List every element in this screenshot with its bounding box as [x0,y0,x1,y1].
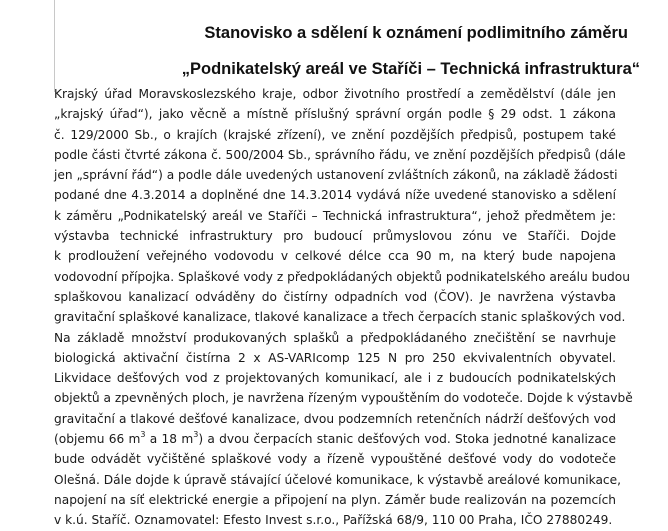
volume-text-c: ) a dvou čerpacích stanic dešťových vod. Stoka jednotné kanalizace [198,432,616,447]
body-line: podané dne 4.3.2014 a doplněné dne 14.3.2014 vydává níže uvedené stanovisko a sdělení [54,188,616,203]
superscript-3: 3 [193,429,199,439]
body-line: „krajský úřad“), jako věcně a místně příslušný správní orgán podle § 29 odst. 1 zákona [54,107,616,122]
body-line: bude odvádět vyčištěné splaškové vody a řízeně vypouštěné dešťové vody do vodoteče [54,452,616,467]
document-title: Stanovisko a sdělení k oznámení podlimitního záměru [204,24,628,42]
document-body [54,84,633,531]
body-line: gravitační a tlakové dešťové kanalizace, dvou podzemních retenčních nádrží dešťových vod [54,411,616,426]
body-line: splaškovou kanalizací odváděny do čistírny odpadních vod (ČOV). Je navržena výstavba [54,289,616,304]
body-line: Olešná. Dále dojde k úpravě stávající účelové komunikace, k výstavbě areálové komunikace, [54,472,621,487]
body-line: v k.ú. Staříč. Oznamovatel: Efesto Invest s.r.o., Pařížská 68/9, 110 00 Praha, IČO 27880249. [54,513,613,528]
body-line: k záměru „Podnikatelský areál ve Staříči – Technická infrastruktura“, jehož předmětem je: [54,208,616,223]
body-line: jen „správní řád“) a podle dále uvedených ustanovení zvláštních zákonů, na základě žádosti [54,168,618,183]
body-line: Krajský úřad Moravskoslezského kraje, odbor životního prostředí a zemědělství (dále jen [54,87,616,101]
body-line: výstavba technické infrastruktury pro budoucí průmyslovou zónu ve Staříči. Dojde [54,229,616,244]
volume-text-b: a 18 m [145,432,194,447]
body-line: Na základě množství produkovaných splašků a předpokládaného znečištění se navrhuje [54,330,616,345]
body-line: k prodloužení veřejného vodovodu v celkové délce cca 90 m, na který bude napojena [54,249,616,264]
superscript-3: 3 [140,429,146,439]
body-line: vodovodní přípojka. Splaškové vody z předpokládaných objektů podnikatelského areálu budou [54,269,630,284]
volume-text-a: (objemu 66 m [54,432,141,447]
body-line: napojení na síť elektrické energie a připojení na plyn. Záměr bude realizován na pozemcích [54,492,616,507]
body-line-volume [54,429,616,449]
body-line: biologická aktivační čistírna 2 x AS-VARIcomp 125 N pro 250 ekvivalentních obyvatel. [54,350,616,365]
page-margin-line [54,0,55,92]
body-line: Likvidace dešťových vod z projektovaných komunikací, ale i z budoucích podnikatelských [54,371,616,386]
body-line: gravitační splaškové kanalizace, tlakové kanalizace a třech čerpacích stanic splaškových vod. [54,310,626,325]
body-line: podle části čtvrté zákona č. 500/2004 Sb., správního řádu, ve znění pozdějších předpisů (dále [54,147,626,162]
body-line: objektů a zpevněných ploch, je navržena řízeným vypouštěním do vodoteče. Dojde k výstavbě [54,391,633,406]
body-line: č. 129/2000 Sb., o krajích (krajské zřízení), ve znění pozdějších předpisů, postupem také [54,127,616,142]
document-subtitle: „Podnikatelský areál ve Staříči – Technická infrastruktura“ [181,60,640,78]
